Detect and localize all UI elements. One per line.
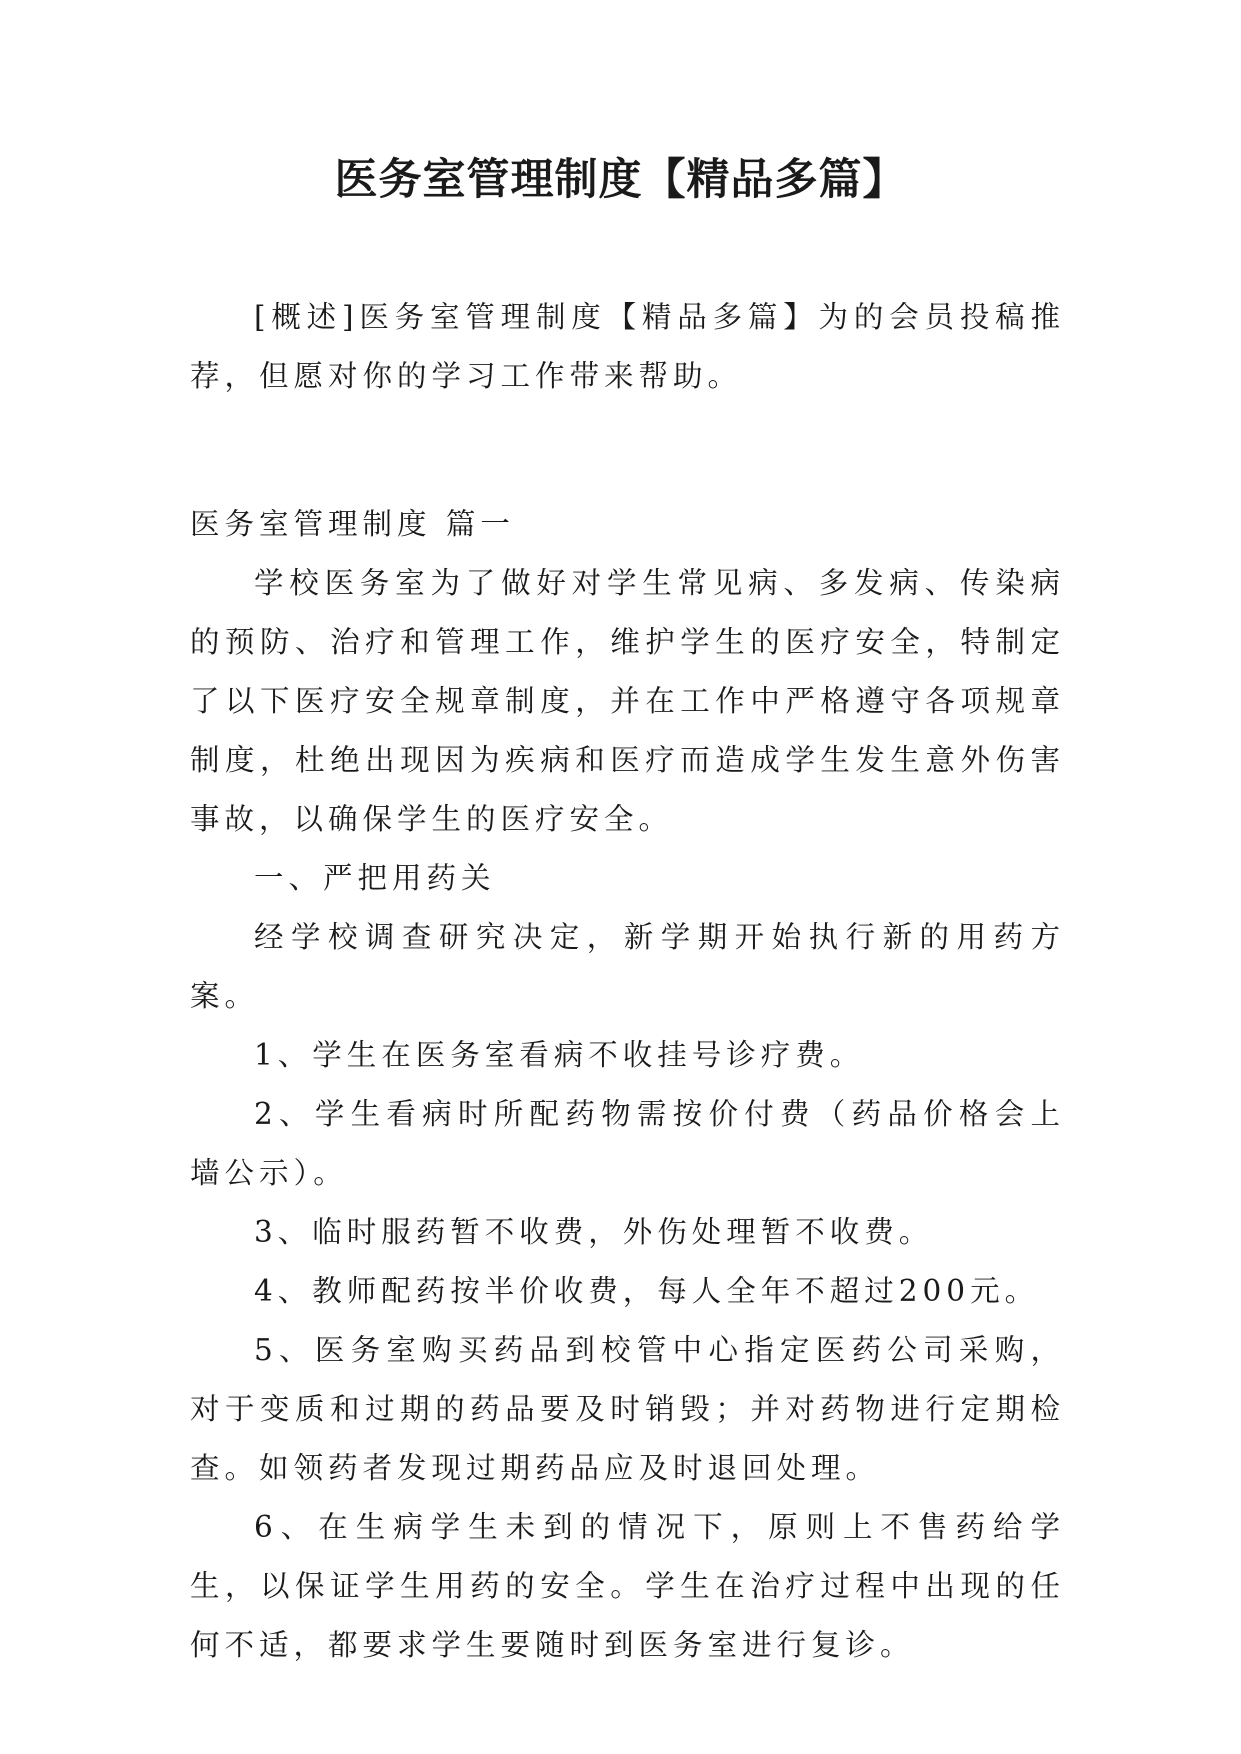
list-item-5: 5、医务室购买药品到校管中心指定医药公司采购，对于变质和过期的药品要及时销毁；并对药物进行定期检查。如领药者发现过期药品应及时退回处理。 [190, 1333, 1065, 1485]
section-spacer [190, 406, 1065, 495]
list-item-2: 2、学生看病时所配药物需按价付费（药品价格会上墙公示）。 [190, 1097, 1065, 1190]
list-item-3: 3、临时服药暂不收费，外伤处理暂不收费。 [254, 1215, 934, 1249]
section-heading: 医务室管理制度 篇一 [190, 507, 515, 541]
paragraph-subheading: 一、严把用药关 [254, 861, 496, 895]
list-item-6: 6、在生病学生未到的情况下，原则上不售药给学生，以保证学生用药的安全。学生在治疗过程中出现的任何不适，都要求学生要随时到医务室进行复诊。 [190, 1510, 1065, 1662]
paragraph-intro: 学校医务室为了做好对学生常见病、多发病、传染病的预防、治疗和管理工作，维护学生的医疗安全，特制定了以下医疗安全规章制度，并在工作中严格遵守各项规章制度，杜绝出现因为疾病和医疗而造成学生发生意外伤害事故，以确保学生的医疗安全。 [190, 566, 1065, 836]
document-title: 医务室管理制度【精品多篇】 [334, 155, 907, 205]
summary-paragraph: [概述]医务室管理制度【精品多篇】为的会员投稿推荐，但愿对你的学习工作带来帮助。 [190, 300, 1065, 393]
document-body [190, 288, 1065, 1675]
list-item-4: 4、教师配药按半价收费，每人全年不超过200元。 [254, 1274, 1040, 1308]
list-item-1: 1、学生在医务室看病不收挂号诊疗费。 [254, 1038, 865, 1072]
paragraph-decision: 经学校调查研究决定，新学期开始执行新的用药方案。 [190, 920, 1065, 1013]
